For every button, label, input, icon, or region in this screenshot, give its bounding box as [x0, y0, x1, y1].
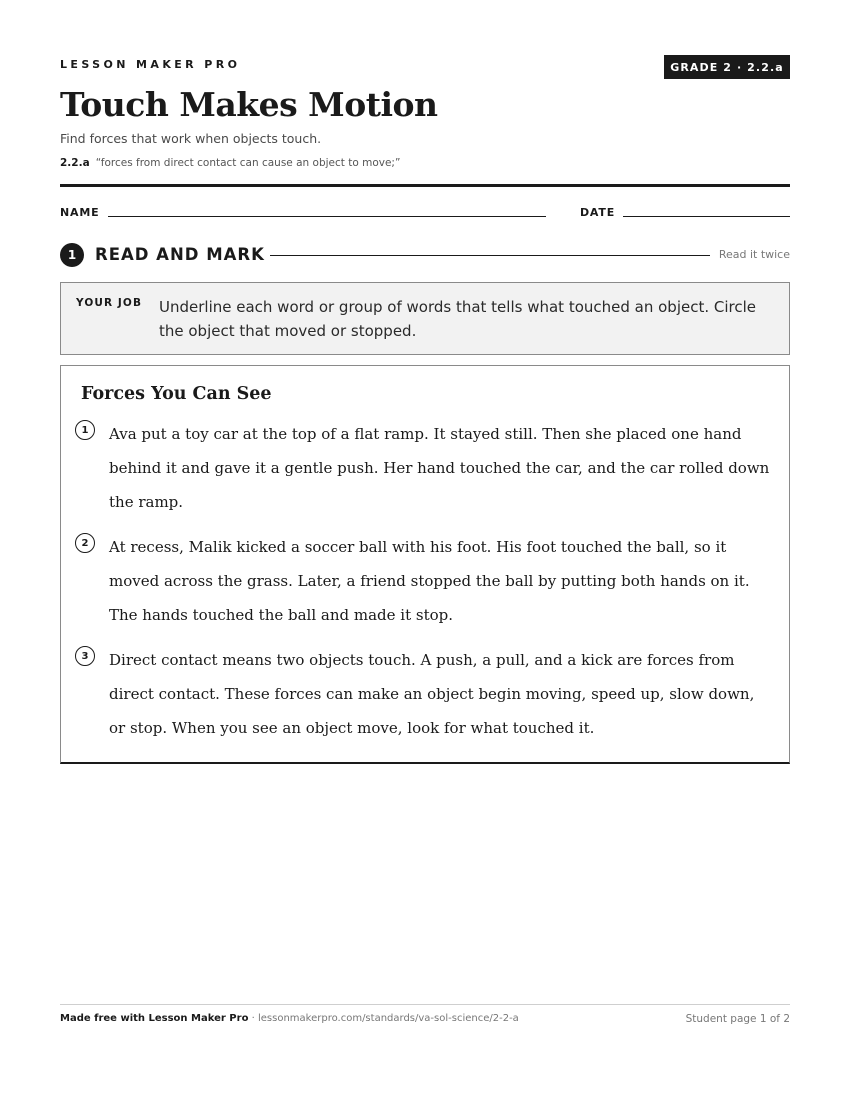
page-number: Student page 1 of 2: [685, 1013, 790, 1025]
paragraph-text: Direct contact means two objects touch. A push, a pull, and a kick are forces from direct contact. These forces can make an object begin moving, speed up, slow down, or stop. When you see an object move, look for what touched it.: [109, 651, 755, 737]
footer-divider: [60, 1004, 790, 1005]
brand-name: LESSON MAKER PRO: [60, 58, 241, 71]
name-field[interactable]: [108, 216, 546, 217]
date-field[interactable]: [623, 216, 790, 217]
job-text: Underline each word or group of words that tells what touched an object. Circle the object that moved or stopped.: [159, 298, 757, 340]
footer-made-with: Made free with Lesson Maker Pro: [60, 1013, 249, 1024]
date-label: DATE: [580, 206, 616, 219]
paragraph-number: 1: [75, 420, 95, 440]
paragraph-number: 2: [75, 533, 95, 553]
standard-code: 2.2.a: [60, 157, 90, 169]
name-label: NAME: [60, 206, 100, 219]
section-divider: [270, 255, 710, 256]
standard-reference: [60, 157, 400, 169]
footer-credit: [60, 1013, 519, 1024]
header-divider: [60, 184, 790, 187]
paragraph-number: 3: [75, 646, 95, 666]
section-title: READ AND MARK: [95, 245, 265, 264]
passage-title: Forces You Can See: [81, 384, 272, 404]
paragraph-text: At recess, Malik kicked a soccer ball with his foot. His foot touched the ball, so it moved across the grass. Later, a friend stopped the ball by putting both hands on it. The hands touched the ball and made it stop.: [109, 538, 750, 624]
section-number-badge: 1: [60, 243, 84, 267]
reading-passage: [60, 365, 790, 764]
page-title: Touch Makes Motion: [60, 85, 438, 124]
grade-badge: GRADE 2 · 2.2.a: [664, 55, 790, 79]
page-subtitle: Find forces that work when objects touch.: [60, 131, 322, 146]
paragraph-text: Ava put a toy car at the top of a flat ramp. It stayed still. Then she placed one hand behind it and gave it a gentle push. Her hand touched the car, and the car rolled down the ramp.: [109, 425, 770, 511]
section-note: Read it twice: [718, 248, 790, 261]
job-label: YOUR JOB: [76, 297, 143, 309]
standard-text: “forces from direct contact can cause an object to move;”: [95, 157, 401, 169]
job-instructions-box: [60, 282, 790, 355]
footer-url[interactable]: · lessonmakerpro.com/standards/va-sol-science/2-2-a: [248, 1013, 519, 1024]
